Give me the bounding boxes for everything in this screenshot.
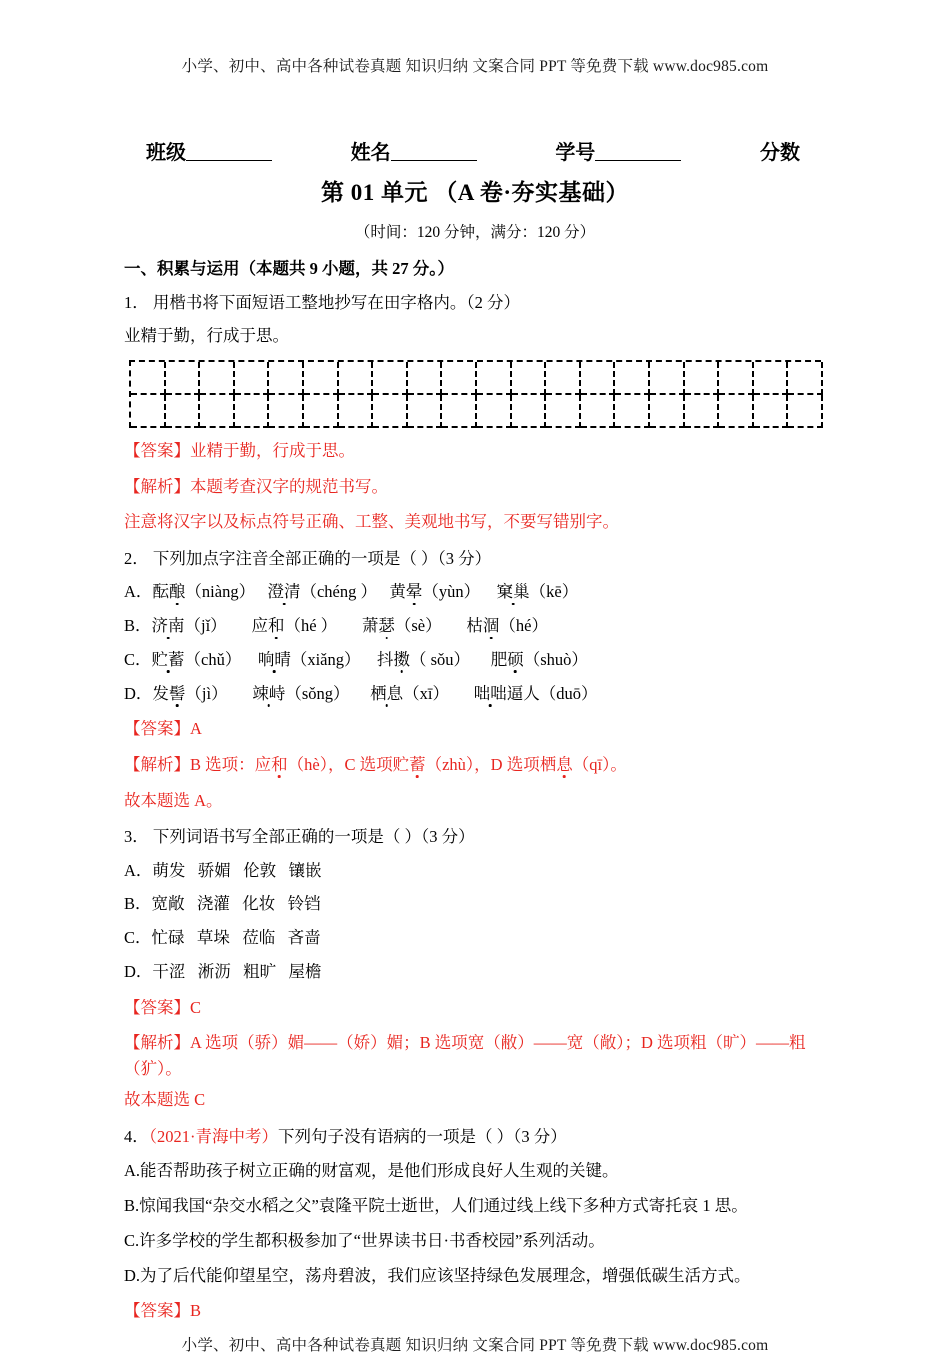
opt-word: 萧 (361, 616, 379, 636)
question-4-option-c[interactable] (124, 1229, 826, 1254)
tianzige-row (131, 395, 821, 428)
analysis-dotted: 蓄 (409, 754, 426, 774)
opt-word-dotted: 涸 (482, 616, 500, 636)
question-1-phrase: 业精于勤，行成于思。 (124, 325, 289, 345)
tianzige-cell[interactable] (269, 395, 304, 428)
option-text: 许多学校的学生都积极参加了“世界读书日·书香校园”系列活动。 (139, 1230, 605, 1250)
option-label: C． (124, 928, 152, 948)
opt-word-dotted: 擞 (393, 649, 411, 669)
tianzige-cell[interactable] (719, 395, 754, 428)
tianzige-cell[interactable] (131, 362, 166, 395)
option-label: D． (124, 683, 153, 703)
opt-word: 酝 (152, 582, 169, 602)
option-label: B． (124, 616, 152, 636)
tianzige-cell[interactable] (615, 362, 650, 395)
score-label: 分数 (759, 142, 800, 164)
option-label: B. (124, 1196, 140, 1216)
tianzige-cell[interactable] (131, 395, 166, 428)
opt-word-dotted: 晕 (405, 582, 423, 602)
question-2-option-c[interactable] (124, 648, 826, 673)
option-text: 萌发 骄媚 伦敦 镶嵌 (152, 860, 322, 880)
tianzige-cell[interactable] (408, 362, 443, 395)
question-2-option-b[interactable] (124, 614, 826, 639)
option-text: 惊闻我国“杂交水稻之父”袁隆平院士逝世，人们通过线上线下多种方式寄托哀 1 思。 (139, 1196, 748, 1216)
question-number: 4． (124, 1126, 149, 1146)
question-3-stem: 3． 下列词语书写全部正确的一项是（ ）（3 分） (124, 827, 475, 847)
name-label: 姓名 (350, 142, 391, 164)
tianzige-cell[interactable] (650, 362, 685, 395)
section-heading: 一、积累与运用（本题共 9 小题，共 27 分。） (124, 259, 454, 278)
student-id-blank[interactable] (595, 160, 681, 161)
opt-pinyin: （hé ） (284, 616, 338, 636)
tianzige-cell[interactable] (304, 395, 339, 428)
opt-word: 应 (251, 616, 268, 636)
tianzige-cell[interactable] (373, 395, 408, 428)
tianzige-cell[interactable] (788, 395, 823, 428)
tianzige-cell[interactable] (166, 362, 201, 395)
opt-word: 咄 (473, 683, 491, 703)
student-id-label: 学号 (555, 142, 596, 164)
opt-word: 清 (283, 582, 301, 602)
opt-word: 晴 (274, 649, 291, 669)
question-2-option-a[interactable] (124, 580, 826, 605)
tianzige-cell[interactable] (235, 395, 270, 428)
page-title: 第 01 单元 （A 卷·夯实基础） (320, 180, 629, 205)
opt-word-dotted: 瑟 (378, 616, 395, 636)
tianzige-cell[interactable] (166, 395, 201, 428)
tianzige-cell[interactable] (339, 362, 374, 395)
opt-pinyin: （xī） (403, 683, 449, 703)
opt-word: 发 (152, 683, 169, 703)
question-2-answer: 【答案】A (124, 719, 202, 739)
opt-pinyin: （kē） (529, 582, 579, 602)
option-text: 宽敞 浇灌 化妆 铃铛 (151, 894, 321, 914)
question-text: 下列句子没有语病的一项是（ ）（3 分） (278, 1126, 567, 1146)
class-field (146, 136, 272, 165)
opt-pinyin: （jǐ） (184, 616, 227, 636)
tianzige-cell[interactable] (685, 395, 720, 428)
tianzige-cell[interactable] (269, 362, 304, 395)
opt-pinyin: （shuò） (523, 649, 588, 669)
analysis-part: （zhù），D 选项栖 (425, 754, 557, 774)
option-label: A． (124, 582, 153, 602)
option-label: A. (124, 1161, 141, 1181)
tianzige-cell[interactable] (477, 362, 512, 395)
opt-pinyin: （sè） (394, 616, 442, 636)
opt-word: 贮 (151, 649, 169, 669)
exam-meta: （时间：120 分钟，满分：120 分） (354, 224, 596, 241)
class-blank[interactable] (186, 160, 272, 161)
opt-word: 肥 (490, 649, 508, 669)
tianzige-cell[interactable] (235, 362, 270, 395)
analysis-part: 【解析】B 选项：应 (124, 754, 272, 774)
analysis-dotted: 和 (271, 754, 288, 774)
tianzige-cell[interactable] (546, 395, 581, 428)
tianzige-cell[interactable] (373, 362, 408, 395)
question-3-option-a[interactable] (124, 859, 826, 884)
name-blank[interactable] (391, 160, 477, 161)
tianzige-cell[interactable] (685, 362, 720, 395)
tianzige-cell[interactable] (581, 395, 616, 428)
option-label: B． (124, 894, 152, 914)
opt-word: 济 (151, 616, 169, 636)
question-4-answer: 【答案】B (124, 1301, 202, 1321)
question-3-option-d[interactable] (124, 960, 826, 985)
opt-pinyin: （chǔ） (184, 649, 242, 669)
opt-word: 咄逼人 (490, 683, 540, 703)
question-2-conclusion: 故本题选 A。 (124, 790, 223, 810)
tianzige-cell[interactable] (339, 395, 374, 428)
tianzige-cell[interactable] (615, 395, 650, 428)
opt-pinyin: （hé） (499, 616, 548, 636)
tianzige-cell[interactable] (304, 362, 339, 395)
tianzige-cell[interactable] (200, 362, 235, 395)
option-label: A． (124, 860, 153, 880)
option-label: C. (124, 1230, 140, 1250)
question-4-option-a[interactable] (124, 1159, 826, 1184)
tianzige-row (131, 362, 821, 395)
student-info-line (124, 76, 826, 165)
question-3-conclusion: 故本题选 C (124, 1090, 206, 1110)
option-label: D． (124, 961, 153, 981)
opt-pinyin: （chéng ） (300, 582, 377, 602)
tianzige-cell[interactable] (512, 362, 547, 395)
opt-word-dotted: 和 (267, 616, 285, 636)
opt-pinyin: （niàng） (185, 582, 256, 602)
opt-pinyin: （duō） (539, 683, 598, 703)
option-text: 为了后代能仰望星空，荡舟碧波，我们应该坚持绿色发展理念，增强低碳生活方式。 (140, 1265, 751, 1285)
opt-word: 蓄 (168, 649, 185, 669)
tianzige-cell[interactable] (442, 395, 477, 428)
opt-word: 峙 (268, 683, 286, 703)
tianzige-cell[interactable] (650, 395, 685, 428)
opt-word: 息 (386, 683, 404, 703)
opt-pinyin: （ sǒu） (410, 649, 471, 669)
opt-word: 澄 (267, 582, 284, 602)
option-text: 干涩 淅沥 粗旷 屋檐 (152, 961, 322, 981)
option-text: 忙碌 草垛 莅临 吝啬 (151, 928, 321, 948)
opt-word: 窠 (496, 582, 514, 602)
question-3-analysis: 【解析】A 选项（骄）媚——（娇）媚；B 选项宽（敝）——宽（敞）；D 选项粗（旷）——粗（犷）。 (124, 1033, 806, 1078)
opt-word: 黄 (389, 582, 406, 602)
opt-word-dotted: 酿 (168, 582, 186, 602)
option-label: D. (124, 1265, 141, 1285)
option-text: 能否帮助孩子树立正确的财富观，是他们形成良好人生观的关键。 (140, 1161, 619, 1181)
tianzige-cell[interactable] (754, 362, 789, 395)
tianzige-cell[interactable] (581, 362, 616, 395)
question-3-answer: 【答案】C (124, 997, 202, 1017)
opt-word-dotted: 硕 (507, 649, 524, 669)
tianzige-grid-wrap (129, 360, 826, 428)
tianzige-cell[interactable] (408, 395, 443, 428)
analysis-part: （qī）。 (572, 754, 627, 774)
opt-word: 巢 (513, 582, 530, 602)
tianzige-cell[interactable] (442, 362, 477, 395)
question-1-note: 注意将汉字以及标点符号正确、工整、美观地书写，不要写错别字。 (124, 512, 619, 532)
question-3-option-c[interactable] (124, 926, 826, 951)
tianzige-cell[interactable] (477, 395, 512, 428)
tianzige-cell[interactable] (719, 362, 754, 395)
exam-source-tag: （2021·青海中考） (148, 1126, 278, 1146)
opt-pinyin: （xiǎng） (290, 649, 361, 669)
opt-word-dotted: 髻 (168, 683, 186, 703)
opt-pinyin: （sǒng） (285, 683, 350, 703)
analysis-dotted: 息 (556, 754, 573, 774)
tianzige-cell[interactable] (788, 362, 823, 395)
opt-pinyin: （yùn） (422, 582, 481, 602)
question-2-analysis (124, 752, 826, 778)
opt-word: 抖 (377, 649, 394, 669)
tianzige-cell[interactable] (754, 395, 789, 428)
question-4-option-d[interactable] (124, 1264, 826, 1289)
opt-word: 南 (168, 616, 185, 636)
opt-pinyin: （jì） (185, 683, 228, 703)
analysis-part: （hè），C 选项贮 (287, 754, 410, 774)
question-1-stem: 1． 用楷书将下面短语工整地抄写在田字格内。（2 分） (124, 293, 520, 312)
opt-word: 枯 (466, 616, 483, 636)
opt-word: 栖 (370, 683, 387, 703)
opt-word: 竦 (252, 683, 269, 703)
watermark-top: 小学、初中、高中各种试卷真题 知识归纳 文案合同 PPT 等免费下载 www.doc985.com (181, 58, 769, 75)
tianzige-cell[interactable] (512, 395, 547, 428)
student-id-field (555, 136, 681, 165)
tianzige-grid[interactable] (129, 360, 821, 428)
name-field (351, 136, 477, 165)
option-label: C． (124, 649, 152, 669)
question-2-option-d[interactable] (124, 682, 826, 707)
watermark-bottom: 小学、初中、高中各种试卷真题 知识归纳 文案合同 PPT 等免费下载 www.doc985.com (181, 1337, 769, 1354)
question-1-answer: 【答案】业精于勤，行成于思。 (124, 441, 355, 461)
tianzige-cell[interactable] (200, 395, 235, 428)
opt-word: 响 (257, 649, 275, 669)
tianzige-cell[interactable] (546, 362, 581, 395)
question-4-option-b[interactable] (124, 1194, 826, 1219)
question-4-stem (124, 1124, 826, 1150)
question-1-analysis: 【解析】本题考查汉字的规范书写。 (124, 476, 388, 496)
question-2-stem: 2． 下列加点字注音全部正确的一项是（ ）（3 分） (124, 548, 492, 568)
question-3-option-b[interactable] (124, 892, 826, 917)
class-label: 班级 (146, 142, 186, 164)
